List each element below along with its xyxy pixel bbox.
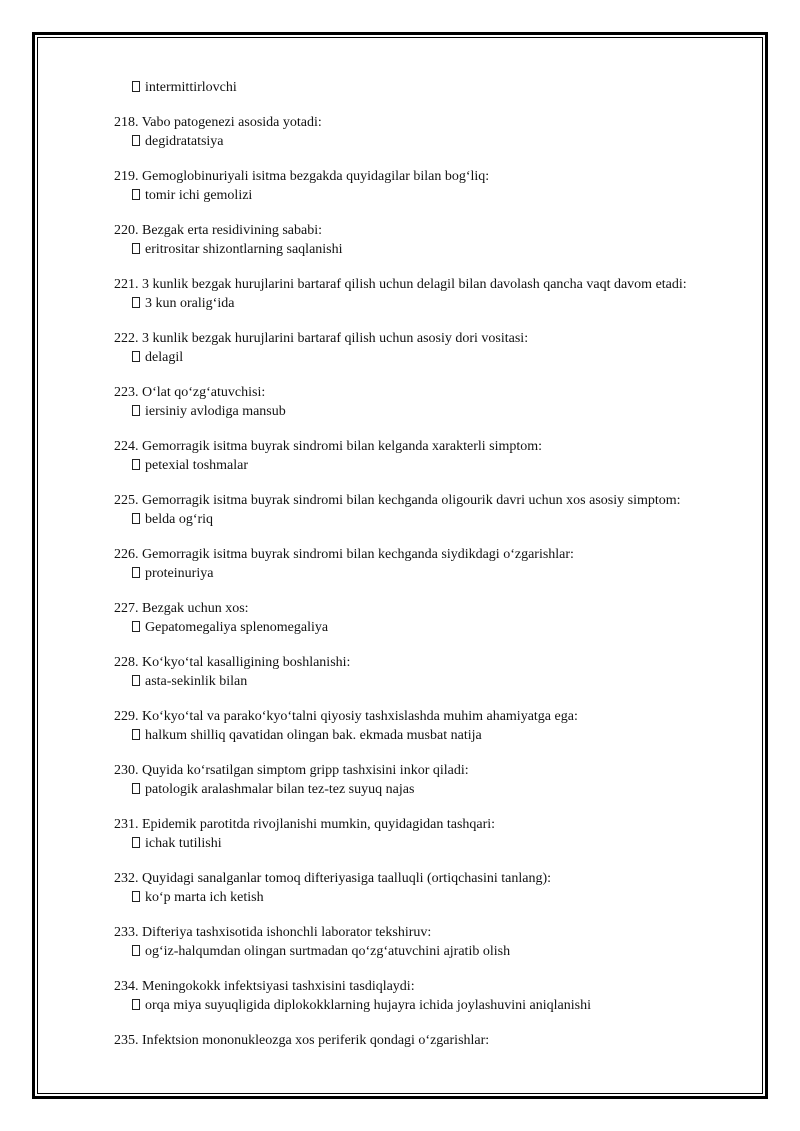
answer-line xyxy=(114,672,734,691)
answer-text: belda og‘riq xyxy=(145,512,214,527)
question-text xyxy=(114,1031,734,1050)
checkbox-glyph-icon xyxy=(132,351,140,362)
question-text xyxy=(114,599,734,618)
question-text xyxy=(114,869,734,888)
question-item xyxy=(114,599,734,637)
answer-line xyxy=(114,510,734,529)
answer-text: intermittirlovchi xyxy=(145,80,237,95)
question-text xyxy=(114,653,734,672)
question-number: 234. xyxy=(114,979,139,994)
question-item xyxy=(114,383,734,421)
question-text xyxy=(114,923,734,942)
question-text xyxy=(114,329,734,348)
answer-text: patologik aralashmalar bilan tez-tez suyuq najas xyxy=(145,782,415,797)
question-number: 230. xyxy=(114,763,139,778)
answer-text: iersiniy avlodiga mansub xyxy=(145,404,286,419)
question-text xyxy=(114,545,734,564)
checkbox-glyph-icon xyxy=(132,945,140,956)
answer-line xyxy=(114,240,734,259)
answer-text: proteinuriya xyxy=(145,566,214,581)
answer-line xyxy=(114,564,734,583)
question-item xyxy=(114,761,734,799)
checkbox-glyph-icon xyxy=(132,891,140,902)
question-label: Quyida ko‘rsatilgan simptom gripp tashxisini inkor qiladi: xyxy=(142,763,469,778)
checkbox-glyph-icon xyxy=(132,783,140,794)
checkbox-glyph-icon xyxy=(132,513,140,524)
checkbox-glyph-icon xyxy=(132,729,140,740)
question-item xyxy=(114,653,734,691)
question-text xyxy=(114,707,734,726)
question-label: Gemorragik isitma buyrak sindromi bilan kelganda xarakterli simptom: xyxy=(142,439,543,454)
checkbox-glyph-icon xyxy=(132,675,140,686)
question-label: Meningokokk infektsiyasi tashxisini tasdiqlaydi: xyxy=(142,979,415,994)
answer-line xyxy=(114,402,734,421)
answer-line xyxy=(114,348,734,367)
question-item xyxy=(114,1031,734,1050)
question-number: 223. xyxy=(114,385,139,400)
checkbox-glyph-icon xyxy=(132,243,140,254)
checkbox-glyph-icon xyxy=(132,81,140,92)
answer-text: petexial toshmalar xyxy=(145,458,249,473)
question-label: 3 kunlik bezgak hurujlarini bartaraf qilish uchun asosiy dori vositasi: xyxy=(142,331,529,346)
question-item xyxy=(114,545,734,583)
answer-line xyxy=(114,132,734,151)
checkbox-glyph-icon xyxy=(132,297,140,308)
question-item xyxy=(114,491,734,529)
question-number: 227. xyxy=(114,601,139,616)
question-item xyxy=(114,275,734,313)
answer-line xyxy=(114,942,734,961)
question-item xyxy=(114,221,734,259)
question-number: 221. xyxy=(114,277,139,292)
answer-line xyxy=(114,888,734,907)
answer-line xyxy=(114,996,734,1015)
question-number: 235. xyxy=(114,1033,139,1048)
question-text xyxy=(114,815,734,834)
answer-line xyxy=(114,834,734,853)
question-label: Ko‘kyo‘tal va parako‘kyo‘talni qiyosiy tashxislashda muhim ahamiyatga ega: xyxy=(142,709,578,724)
answer-text: delagil xyxy=(145,350,184,365)
question-label: Bezgak uchun xos: xyxy=(142,601,249,616)
answer-line xyxy=(114,618,734,637)
question-number: 224. xyxy=(114,439,139,454)
answer-text: halkum shilliq qavatidan olingan bak. ekmada musbat natija xyxy=(145,728,482,743)
question-label: Epidemik parotitda rivojlanishi mumkin, quyidagidan tashqari: xyxy=(142,817,496,832)
question-item xyxy=(114,869,734,907)
question-number: 231. xyxy=(114,817,139,832)
question-item xyxy=(114,815,734,853)
question-item xyxy=(114,167,734,205)
question-item xyxy=(114,329,734,367)
answer-text: eritrositar shizontlarning saqlanishi xyxy=(145,242,343,257)
question-label: O‘lat qo‘zg‘atuvchisi: xyxy=(142,385,266,400)
question-label: Gemoglobinuriyali isitma bezgakda quyidagilar bilan bog‘liq: xyxy=(142,169,490,184)
question-item xyxy=(114,707,734,745)
question-text xyxy=(114,113,734,132)
question-number: 220. xyxy=(114,223,139,238)
question-text xyxy=(114,491,734,510)
answer-line xyxy=(114,294,734,313)
checkbox-glyph-icon xyxy=(132,135,140,146)
question-text xyxy=(114,761,734,780)
answer-line xyxy=(114,780,734,799)
answer-text: ko‘p marta ich ketish xyxy=(145,890,264,905)
answer-line xyxy=(114,726,734,745)
question-item xyxy=(114,977,734,1015)
question-number: 229. xyxy=(114,709,139,724)
question-text xyxy=(114,275,734,294)
checkbox-glyph-icon xyxy=(132,189,140,200)
answer-line xyxy=(114,456,734,475)
question-number: 232. xyxy=(114,871,139,886)
question-text xyxy=(114,383,734,402)
question-number: 219. xyxy=(114,169,139,184)
question-number: 233. xyxy=(114,925,139,940)
answer-text: og‘iz-halqumdan olingan surtmadan qo‘zg‘atuvchini ajratib olish xyxy=(145,944,511,959)
question-number: 226. xyxy=(114,547,139,562)
answer-text: ichak tutilishi xyxy=(145,836,222,851)
answer-text: asta-sekinlik bilan xyxy=(145,674,248,689)
checkbox-glyph-icon xyxy=(132,837,140,848)
question-label: Ko‘kyo‘tal kasalligining boshlanishi: xyxy=(142,655,351,670)
question-text xyxy=(114,437,734,456)
checkbox-glyph-icon xyxy=(132,405,140,416)
checkbox-glyph-icon xyxy=(132,621,140,632)
question-label: Vabo patogenezi asosida yotadi: xyxy=(141,115,322,130)
question-number: 228. xyxy=(114,655,139,670)
answer-text: tomir ichi gemolizi xyxy=(145,188,253,203)
question-text xyxy=(114,977,734,996)
question-item xyxy=(114,923,734,961)
answer-line xyxy=(114,78,734,97)
question-label: 3 kunlik bezgak hurujlarini bartaraf qilish uchun delagil bilan davolash qancha vaqt davom etadi: xyxy=(142,277,687,292)
question-number: 222. xyxy=(114,331,139,346)
checkbox-glyph-icon xyxy=(132,459,140,470)
question-item xyxy=(114,437,734,475)
question-label: Quyidagi sanalganlar tomoq difteriyasiga taalluqli (ortiqchasini tanlang): xyxy=(142,871,551,886)
answer-text: degidratatsiya xyxy=(145,134,224,149)
question-label: Gemorragik isitma buyrak sindromi bilan kechganda oligourik davri uchun xos asosiy simptom: xyxy=(142,493,681,508)
answer-text: Gepatomegaliya splenomegaliya xyxy=(145,620,329,635)
checkbox-glyph-icon xyxy=(132,567,140,578)
question-label: Gemorragik isitma buyrak sindromi bilan kechganda siydikdagi o‘zgarishlar: xyxy=(142,547,574,562)
question-number: 218. xyxy=(114,115,139,130)
answer-text: 3 kun oralig‘ida xyxy=(145,296,235,311)
question-text xyxy=(114,221,734,240)
question-label: Difteriya tashxisotida ishonchli laborator tekshiruv: xyxy=(142,925,432,940)
question-text xyxy=(114,167,734,186)
question-label: Infektsion mononukleozga xos periferik qondagi o‘zgarishlar: xyxy=(142,1033,490,1048)
question-label: Bezgak erta residivining sababi: xyxy=(142,223,322,238)
checkbox-glyph-icon xyxy=(132,999,140,1010)
answer-line xyxy=(114,186,734,205)
question-item xyxy=(114,113,734,151)
question-number: 225. xyxy=(114,493,139,508)
answer-text: orqa miya suyuqligida diplokokklarning hujayra ichida joylashuvini aniqlanishi xyxy=(145,998,591,1013)
question-list xyxy=(114,78,734,1066)
